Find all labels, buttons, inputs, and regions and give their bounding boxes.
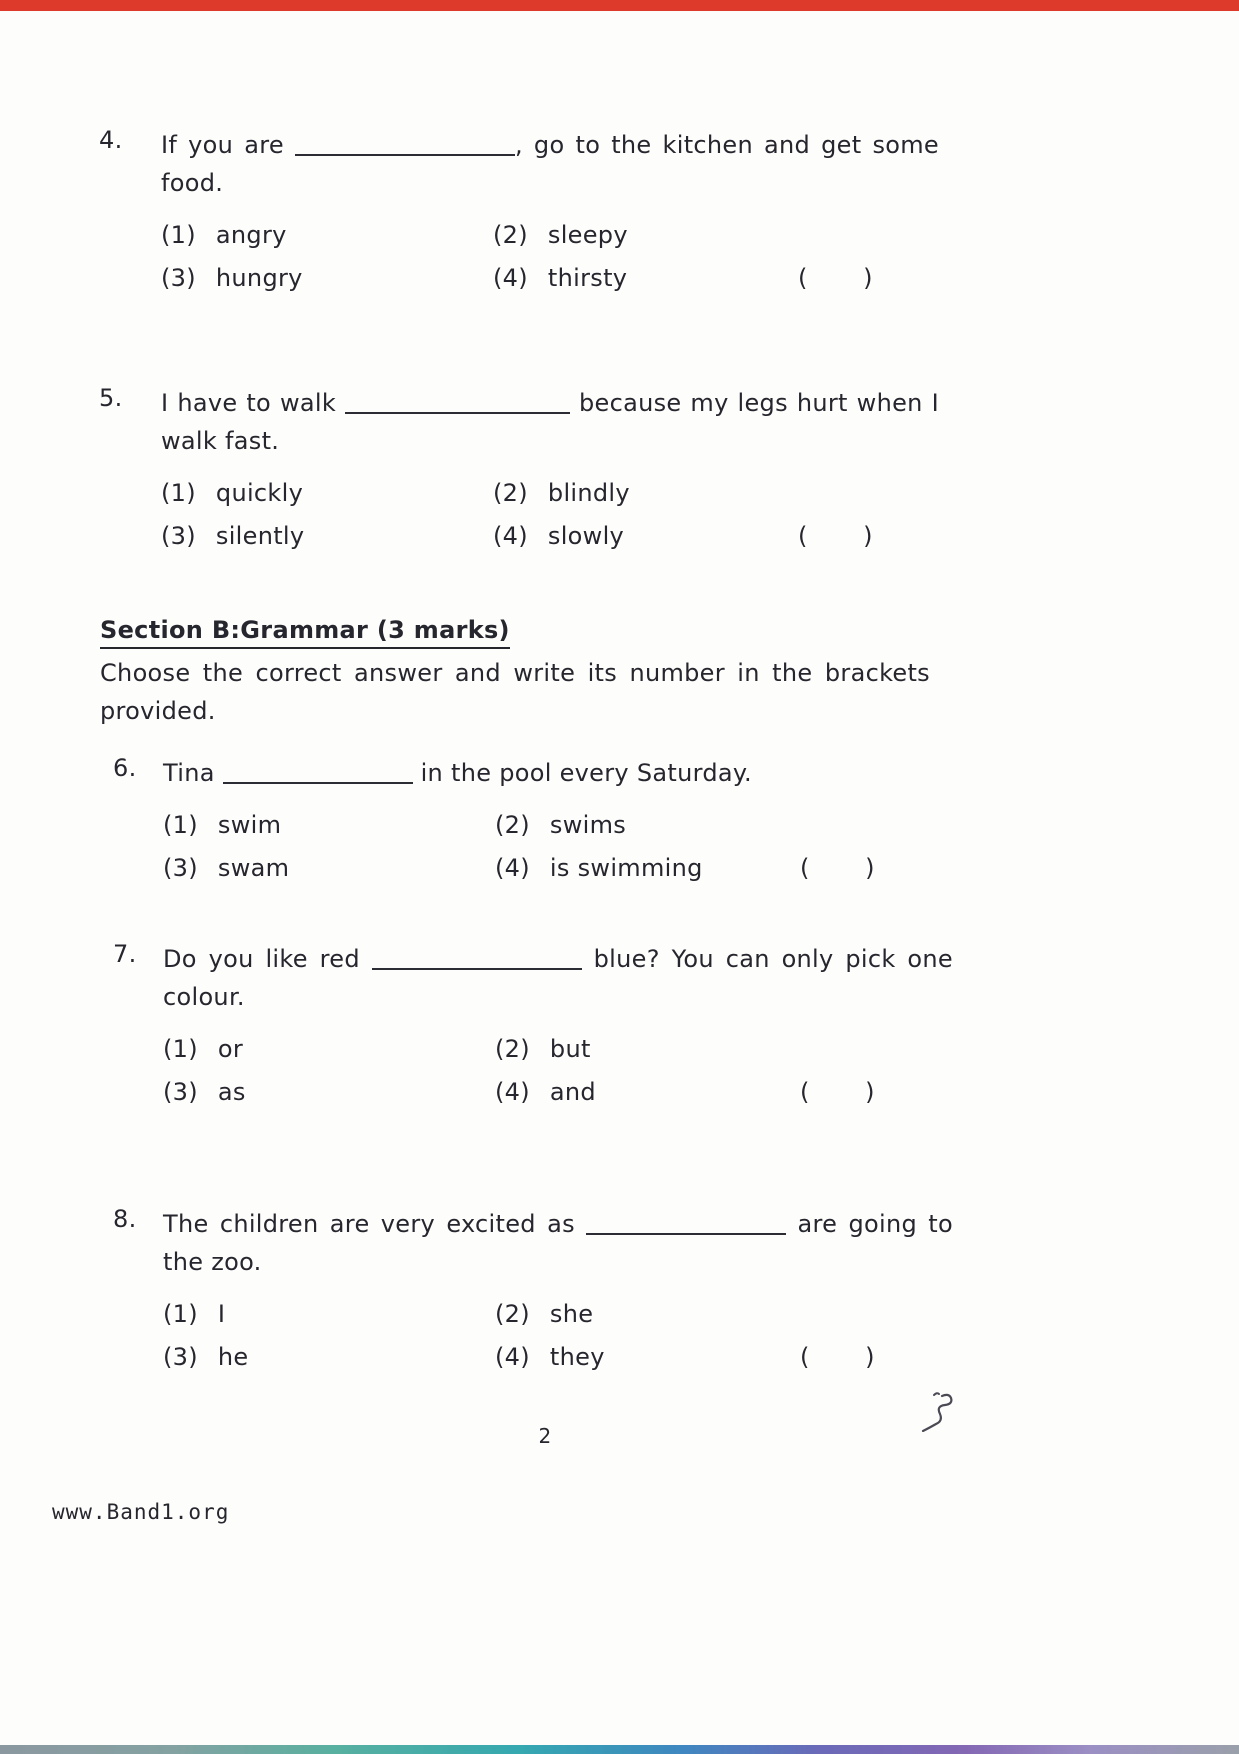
option [495, 851, 703, 885]
option-number: (3) [161, 264, 196, 292]
answer-bracket: ( ) [800, 1078, 875, 1106]
option-number: (3) [163, 1343, 198, 1371]
option-label: angry [215, 221, 287, 249]
question-text-before: Do you like red [163, 945, 360, 973]
question-4 [99, 126, 939, 304]
option-label: or [217, 1035, 244, 1063]
option-label: swim [217, 811, 282, 839]
option-label: I [217, 1300, 226, 1328]
question-text [161, 384, 939, 460]
option-label: hungry [215, 264, 303, 292]
option-label: thirsty [547, 264, 628, 292]
section-title: Section B:Grammar (3 marks) [100, 616, 510, 644]
option [493, 261, 627, 295]
option [163, 851, 495, 885]
option [493, 218, 628, 252]
section-instructions: Choose the correct answer and write its number in the brackets provided. [100, 659, 930, 725]
question-text [163, 940, 953, 1016]
option-number: (3) [163, 1078, 198, 1106]
option [163, 1075, 495, 1109]
option-label: as [217, 1078, 246, 1106]
question-text-after: blue? You can only pick one colour. [163, 945, 953, 1011]
question-number: 5. [99, 384, 123, 412]
top-color-bar [0, 0, 1239, 11]
option-label: and [549, 1078, 596, 1106]
option [163, 808, 495, 842]
answer-blank [586, 1229, 786, 1235]
answer-bracket: ( ) [798, 264, 873, 292]
option [495, 808, 626, 842]
option-label: but [549, 1035, 591, 1063]
option-number: (1) [161, 221, 196, 249]
answer-bracket: ( ) [800, 854, 875, 882]
question-number: 7. [113, 940, 137, 968]
option [161, 261, 493, 295]
option-number: (4) [495, 854, 530, 882]
question-text-before: Tina [163, 759, 215, 787]
option-number: (1) [163, 1300, 198, 1328]
option [495, 1297, 593, 1331]
question-text [163, 1205, 953, 1281]
option-number: (4) [495, 1343, 530, 1371]
option [163, 1032, 495, 1066]
page-number: 2 [538, 1424, 552, 1448]
option [161, 476, 493, 510]
options-group [161, 476, 939, 553]
option [161, 218, 493, 252]
option-number: (2) [495, 1035, 530, 1063]
option [161, 519, 493, 553]
option [495, 1075, 596, 1109]
question-7 [113, 940, 953, 1118]
option-label: silently [215, 522, 305, 550]
option-label: sleepy [547, 221, 628, 249]
option-number: (2) [493, 479, 528, 507]
option-number: (4) [493, 522, 528, 550]
question-text-after: because my legs hurt when I walk fast. [161, 389, 939, 455]
option-number: (3) [161, 522, 196, 550]
option-number: (3) [163, 854, 198, 882]
option-label: she [549, 1300, 594, 1328]
option [495, 1032, 591, 1066]
option-label: slowly [547, 522, 625, 550]
question-text [161, 126, 939, 202]
question-text-after: in the pool every Saturday. [412, 759, 752, 787]
option-number: (2) [493, 221, 528, 249]
options-group [163, 808, 953, 885]
question-number: 8. [113, 1205, 137, 1233]
option-number: (1) [163, 811, 198, 839]
option-label: they [549, 1343, 605, 1371]
option-label: quickly [215, 479, 304, 507]
option-number: (2) [495, 1300, 530, 1328]
question-8 [113, 1205, 953, 1383]
option [493, 519, 624, 553]
question-text-before: I have to walk [161, 389, 337, 417]
option-label: blindly [547, 479, 630, 507]
question-number: 4. [99, 126, 123, 154]
question-text-before: The children are very excited as [163, 1210, 575, 1238]
option-label: is swimming [549, 854, 703, 882]
option [495, 1340, 605, 1374]
answer-blank [372, 964, 582, 970]
footer-url: www.Band1.org [52, 1500, 230, 1524]
question-6 [113, 754, 953, 894]
answer-blank [295, 150, 515, 156]
question-5 [99, 384, 939, 562]
answer-blank [223, 778, 413, 784]
option-number: (2) [495, 811, 530, 839]
option-number: (1) [161, 479, 196, 507]
question-number: 6. [113, 754, 137, 782]
option-number: (1) [163, 1035, 198, 1063]
option-label: swims [549, 811, 627, 839]
option [163, 1297, 495, 1331]
question-text-before: If you are [161, 131, 284, 159]
question-text-after: , go to the kitchen and get some food. [161, 131, 939, 197]
answer-bracket: ( ) [798, 522, 873, 550]
option [493, 476, 630, 510]
bottom-color-bar [0, 1745, 1239, 1754]
option-label: swam [217, 854, 290, 882]
option-number: (4) [495, 1078, 530, 1106]
options-group [163, 1032, 953, 1109]
option-number: (4) [493, 264, 528, 292]
option [163, 1340, 495, 1374]
options-group [163, 1297, 953, 1374]
options-group [161, 218, 939, 295]
question-text-after: are going to the zoo. [163, 1210, 953, 1276]
answer-bracket: ( ) [800, 1343, 875, 1371]
question-text [163, 754, 953, 792]
option-label: he [217, 1343, 249, 1371]
answer-blank [345, 408, 570, 414]
